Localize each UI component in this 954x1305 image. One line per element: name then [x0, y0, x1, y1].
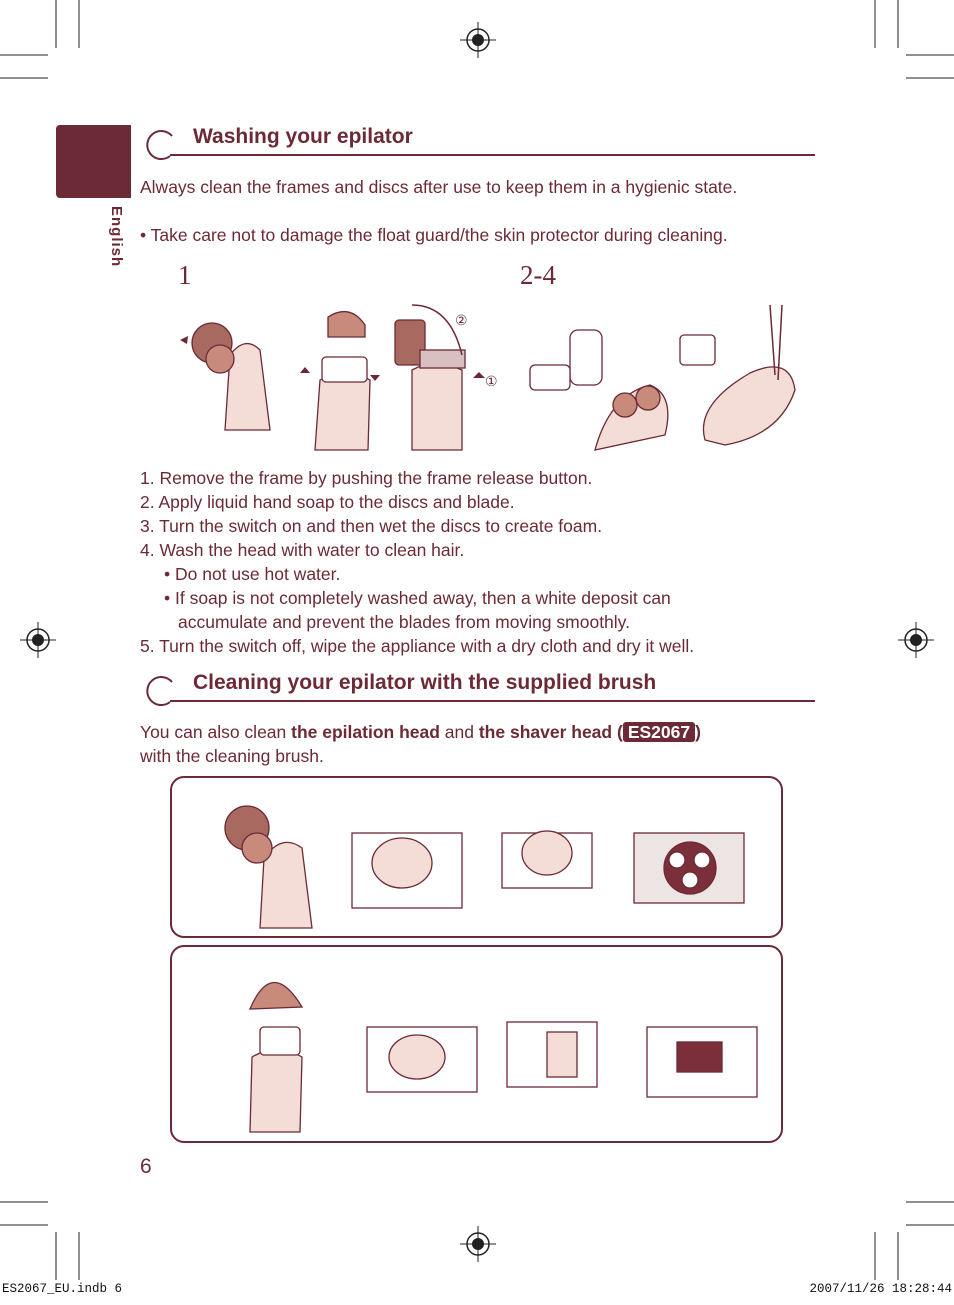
step-3: 3. Turn the switch on and then wet the discs to create foam.	[140, 516, 603, 536]
shaver-brush-illustration	[172, 947, 781, 1141]
epilation-brush-illustration	[172, 778, 781, 936]
bullet-soap-cont: accumulate and prevent the blades from moving smoothly.	[178, 612, 630, 632]
callout-1: ①	[485, 373, 498, 389]
bullet-hot-water: • Do not use hot water.	[164, 564, 341, 584]
section-rule	[170, 154, 815, 156]
callout-2: ②	[455, 312, 468, 328]
washing-steps	[140, 466, 820, 658]
footer-file: ES2067_EU.indb 6	[2, 1282, 123, 1296]
step-1: 1. Remove the frame by pushing the frame release button.	[140, 468, 593, 488]
shaver-head-panel	[170, 945, 783, 1143]
step-2: 2. Apply liquid hand soap to the discs and blade.	[140, 492, 515, 512]
section-title: Washing your epilator	[193, 125, 413, 148]
step-label-1: 1	[178, 260, 192, 290]
step-4: 4. Wash the head with water to clean hair.	[140, 540, 465, 560]
section-rule	[170, 700, 815, 702]
bullet-soap: • If soap is not completely washed away, then a white deposit can	[164, 588, 671, 608]
page-number: 6	[140, 1155, 152, 1178]
footer-timestamp: 2007/11/26 18:28:44	[809, 1282, 952, 1296]
language-label: English	[108, 206, 125, 268]
section-heading-washing	[140, 124, 815, 164]
section-heading-brush	[140, 670, 815, 710]
washing-illustration	[150, 295, 800, 455]
brush-intro: You can also clean the epilation head and the shaver head ( ES2067 ) with the cleaning brush.	[140, 722, 701, 766]
language-tab	[56, 125, 131, 198]
epilation-head-panel	[170, 776, 783, 938]
care-note: • Take care not to damage the float guard/the skin protector during cleaning.	[140, 225, 728, 245]
intro-text: Always clean the frames and discs after use to keep them in a hygienic state.	[140, 177, 738, 197]
section-hook-icon	[140, 124, 180, 164]
section-hook-icon	[140, 670, 180, 710]
step-label-2-4: 2-4	[520, 260, 556, 290]
step-5: 5. Turn the switch off, wipe the appliance with a dry cloth and dry it well.	[140, 636, 695, 656]
model-badge: ES2067	[623, 722, 695, 742]
section-title: Cleaning your epilator with the supplied brush	[193, 671, 657, 694]
